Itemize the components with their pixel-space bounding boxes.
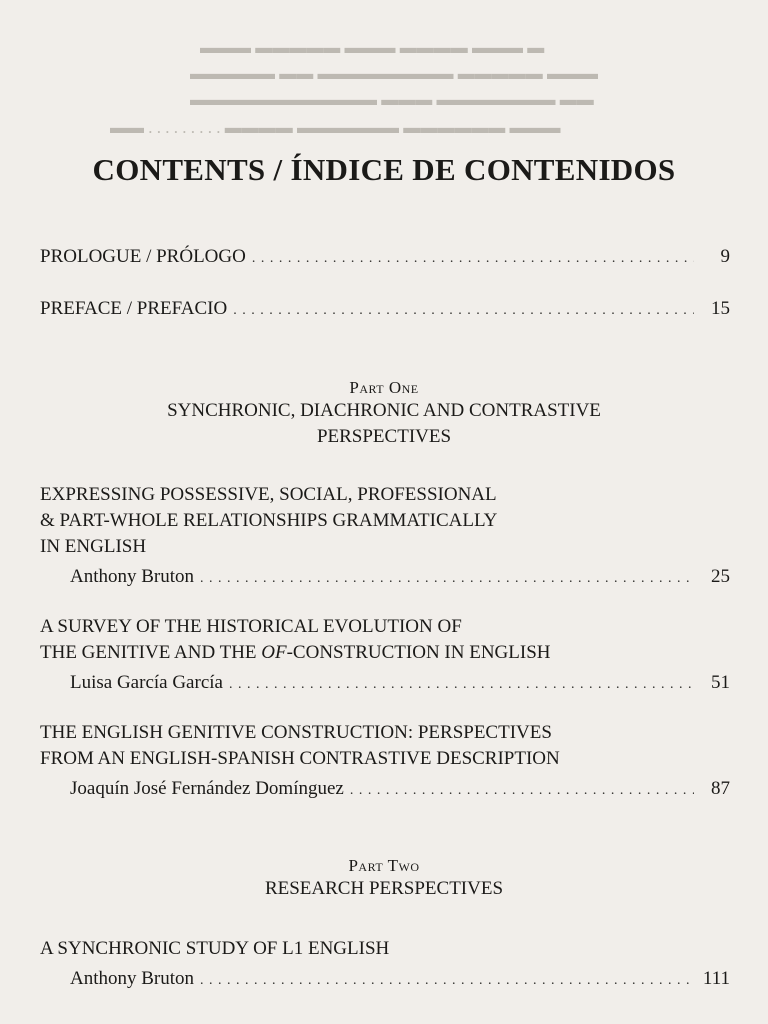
dot-leader bbox=[200, 973, 694, 989]
entry-title: PREFACE / PREFACIO bbox=[40, 298, 228, 319]
chapter-author: Joaquín José Fernández Domínguez bbox=[70, 778, 344, 799]
chapter-title-line: EXPRESSING POSSESSIVE, SOCIAL, PROFESSIONAL bbox=[40, 484, 497, 505]
toc-entry-chapter[interactable] bbox=[40, 936, 730, 990]
dot-leader bbox=[200, 571, 694, 587]
part-label: Part Two bbox=[348, 856, 420, 875]
chapter-title-line: A SYNCHRONIC STUDY OF L1 ENGLISH bbox=[40, 938, 390, 959]
part-one-header bbox=[0, 378, 768, 450]
toc-entry-preface[interactable] bbox=[40, 298, 730, 320]
show-through-decoration: ▬ ▬▬▬ ▬▬▬▬ ▬▬▬ ▬▬▬▬▬ ▬▬▬ bbox=[200, 38, 545, 57]
chapter-author: Anthony Bruton bbox=[70, 968, 195, 989]
page-number: 51 bbox=[711, 672, 730, 693]
part-title-line: RESEARCH PERSPECTIVES bbox=[264, 878, 504, 899]
chapter-title-line: THE ENGLISH GENITIVE CONSTRUCTION: PERSPECTIVES bbox=[40, 722, 552, 743]
toc-entry-chapter[interactable] bbox=[40, 482, 730, 588]
dot-leader bbox=[229, 677, 694, 693]
show-through-decoration: ▬▬ ▬▬▬▬▬▬▬ ▬▬▬ ▬▬▬▬▬▬▬▬▬▬▬ bbox=[190, 90, 594, 109]
show-through-decoration: ▬▬▬ ▬▬▬▬▬ ▬▬▬▬▬▬▬▬ ▬▬ ▬▬▬▬▬ bbox=[190, 64, 598, 83]
part-title-line: SYNCHRONIC, DIACHRONIC AND CONTRASTIVE bbox=[167, 400, 601, 421]
part-label: Part One bbox=[349, 378, 419, 397]
page-number: 15 bbox=[711, 298, 730, 319]
toc-entry-chapter[interactable] bbox=[40, 720, 730, 800]
page-number: 9 bbox=[720, 246, 730, 267]
chapter-title-line: A SURVEY OF THE HISTORICAL EVOLUTION OF bbox=[40, 616, 462, 637]
chapter-author: Anthony Bruton bbox=[70, 566, 195, 587]
page-number: 87 bbox=[711, 778, 730, 799]
entry-title: PROLOGUE / PRÓLOGO bbox=[40, 246, 246, 267]
dot-leader bbox=[233, 303, 694, 319]
page-number: 111 bbox=[702, 968, 730, 989]
part-two-header bbox=[0, 856, 768, 902]
dot-leader bbox=[350, 783, 694, 799]
toc-entry-prologue[interactable] bbox=[40, 246, 730, 268]
title-text: -CONSTRUCTION IN ENGLISH bbox=[286, 642, 551, 663]
chapter-title-line: & PART-WHOLE RELATIONSHIPS GRAMMATICALLY bbox=[40, 510, 498, 531]
dot-leader bbox=[252, 251, 694, 267]
page-title: CONTENTS / ÍNDICE DE CONTENIDOS bbox=[92, 152, 676, 187]
title-italic-text: OF bbox=[261, 642, 287, 663]
page-number: 25 bbox=[711, 566, 730, 587]
title-text: THE GENITIVE AND THE bbox=[40, 642, 262, 663]
chapter-author: Luisa García García bbox=[70, 672, 223, 693]
part-title-line: PERSPECTIVES bbox=[316, 426, 452, 447]
chapter-title-line: IN ENGLISH bbox=[40, 536, 147, 557]
chapter-title-line: FROM AN ENGLISH-SPANISH CONTRASTIVE DESCRIPTION bbox=[40, 748, 560, 769]
show-through-decoration: ▬▬▬ ▬▬▬▬▬▬ ▬▬▬▬▬▬ ▬▬▬▬ . . . . . . . . . ▬▬ bbox=[110, 118, 561, 137]
toc-entry-chapter[interactable] bbox=[40, 614, 730, 694]
chapter-title-line bbox=[40, 640, 730, 666]
